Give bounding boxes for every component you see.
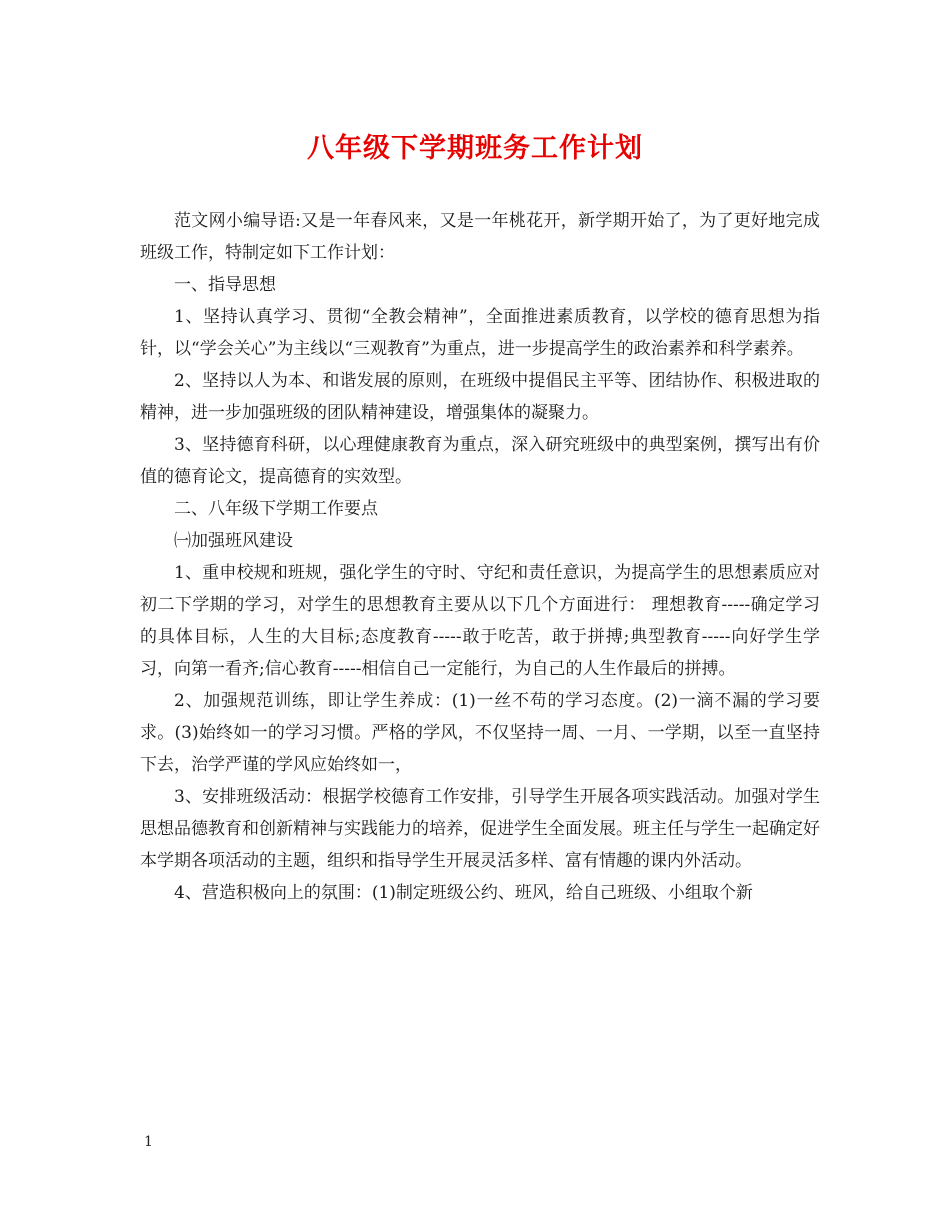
- paragraph-point-3: 3、安排班级活动：根据学校德育工作安排，引导学生开展各项实践活动。加强对学生思想品德教育和创新精神与实践能力的培养，促进学生全面发展。班主任与学生一起确定好本学期各项活动的主题，组织和指导学生开展灵活多样、富有情趣的课内外活动。: [140, 787, 820, 871]
- paragraph-ideology-3: 3、坚持德育科研，以心理健康教育为重点，深入研究班级中的典型案例，撰写出有价值的德育论文，提高德育的实效型。: [140, 435, 820, 487]
- document-title: 八年级下学期班务工作计划: [307, 133, 643, 164]
- subheading-class-style: ㈠加强班风建设: [174, 531, 293, 551]
- paragraph-point-1: 1、重申校规和班规，强化学生的守时、守纪和责任意识，为提高学生的思想素质应对初二下学期的学习，对学生的思想教育主要从以下几个方面进行： 理想教育-----确定学习的具体目标，人生的大目标;态度教育-----敢于吃苦，敢于拼搏;典型教育-----向好学生学习，向第一看齐;信心教育-----相信自己一定能行，为自己的人生作最后的拼搏。: [140, 563, 820, 679]
- document-body: [140, 205, 820, 909]
- page-number: 1: [144, 1134, 153, 1150]
- heading-guiding-ideology: 一、指导思想: [174, 275, 276, 295]
- paragraph-intro: 范文网小编导语:又是一年春风来，又是一年桃花开，新学期开始了，为了更好地完成班级工作，特制定如下工作计划：: [140, 211, 820, 263]
- paragraph-point-4: 4、营造积极向上的氛围：(1)制定班级公约、班风，给自己班级、小组取个新: [174, 883, 753, 903]
- heading-work-points: 二、八年级下学期工作要点: [174, 499, 378, 519]
- paragraph-point-2: 2、加强规范训练，即让学生养成：(1)一丝不苟的学习态度。(2)一滴不漏的学习要求。(3)始终如一的学习习惯。严格的学风，不仅坚持一周、一月、一学期，以至一直坚持下去，治学严谨的学风应始终如一，: [140, 691, 820, 775]
- paragraph-ideology-2: 2、坚持以人为本、和谐发展的原则，在班级中提倡民主平等、团结协作、积极进取的精神，进一步加强班级的团队精神建设，增强集体的凝聚力。: [140, 371, 820, 423]
- paragraph-ideology-1: 1、坚持认真学习、贯彻“全教会精神”，全面推进素质教育，以学校的德育思想为指针，以“学会关心”为主线以“三观教育”为重点，进一步提高学生的政治素养和科学素养。: [140, 307, 820, 359]
